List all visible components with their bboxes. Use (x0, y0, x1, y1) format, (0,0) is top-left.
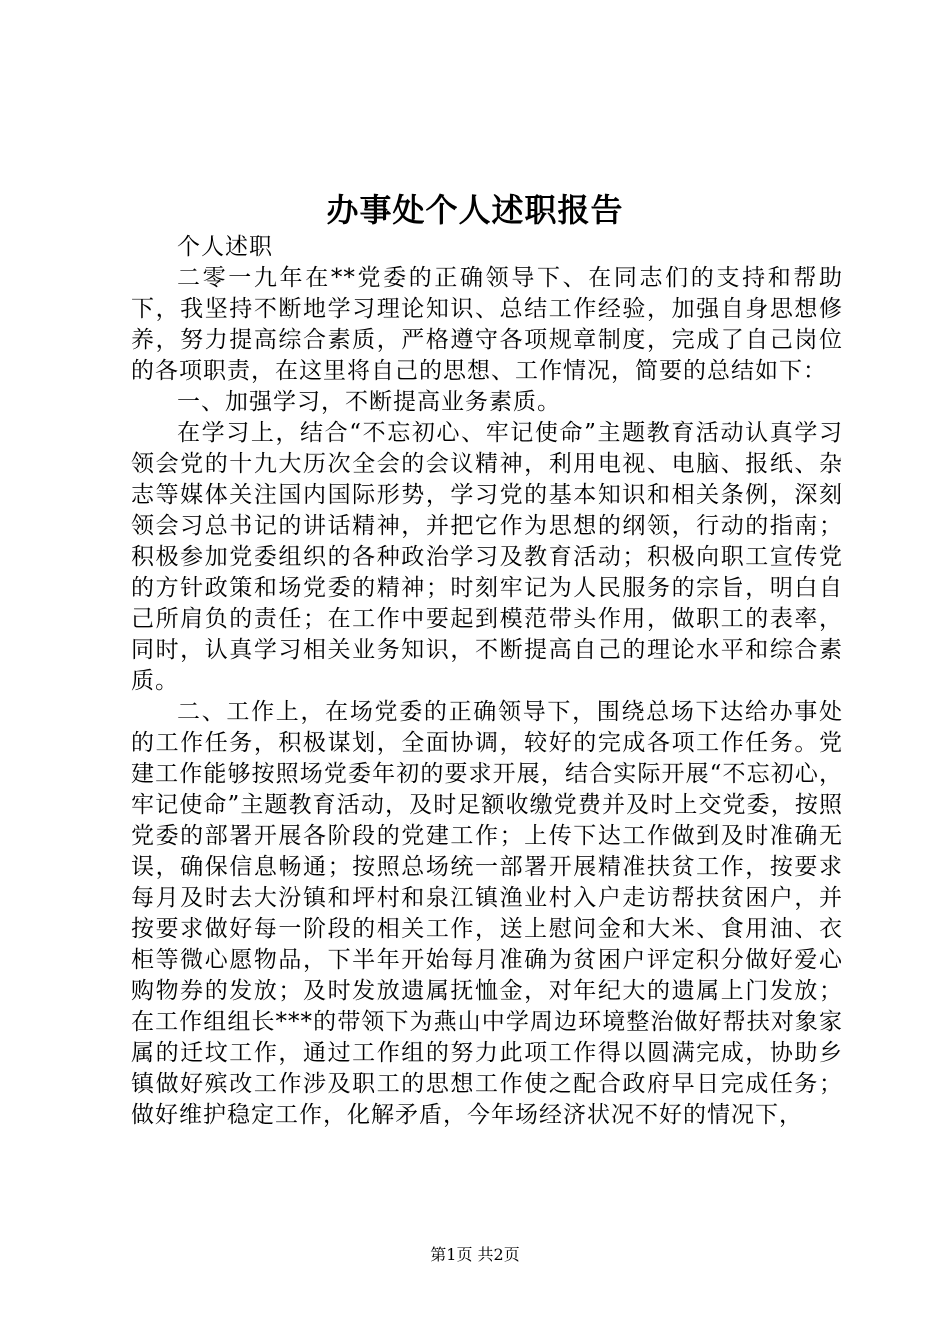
document-title: 办事处个人述职报告 (326, 191, 624, 229)
paragraph-study: 在学习上，结合“不忘初心、牢记使命”主题教育活动认真学习领会党的十九大历次全会的会议精神，利用电视、电脑、报纸、杂志等媒体关注国内国际形势，学习党的基本知识和相关条例，深刻领会习总书记的讲话精神，并把它作为思想的纲领，行动的指南；积极参加党委组织的各种政治学习及教育活动；积极向职工宣传党的方针政策和场党委的精神；时刻牢记为人民服务的宗旨，明白自己所肩负的责任；在工作中要起到模范带头作用，做职工的表率，同时，认真学习相关业务知识，不断提高自己的理论水平和综合素质。 (131, 420, 843, 694)
document-body (131, 232, 843, 1131)
paragraph-heading-personal-report: 个人述职 (177, 234, 273, 260)
paragraph-work: 二、工作上，在场党委的正确领导下，围绕总场下达给办事处的工作任务，积极谋划，全面协调，较好的完成各项工作任务。党建工作能够按照场党委年初的要求开展，结合实际开展“不忘初心，牢记使命”主题教育活动，及时足额收缴党费并及时上交党委，按照党委的部署开展各阶段的党建工作；上传下达工作做到及时准确无误，确保信息畅通；按照总场统一部署开展精准扶贫工作，按要求每月及时去大汾镇和坪村和泉江镇渔业村入户走访帮扶贫困户，并按要求做好每一阶段的相关工作，送上慰问金和大米、食用油、衣柜等微心愿物品，下半年开始每月准确为贫困户评定积分做好爱心购物券的发放；及时发放遗属抚恤金，对年纪大的遗属上门发放；在工作组组长***的带领下为燕山中学周边环境整治做好帮扶对象家属的迁坟工作，通过工作组的努力此项工作得以圆满完成，协助乡镇做好殡改工作涉及职工的思想工作使之配合政府早日完成任务；做好维护稳定工作，化解矛盾，今年场经济状况不好的情况下， (131, 699, 843, 1128)
paragraph-section-one-heading: 一、加强学习，不断提高业务素质。 (177, 389, 561, 415)
paragraph-intro: 二零一九年在**党委的正确领导下、在同志们的支持和帮助下，我坚持不断地学习理论知识、总结工作经验，加强自身思想修养，努力提高综合素质，严格遵守各项规章制度，完成了自己岗位的各项职责，在这里将自己的思想、工作情况，简要的总结如下： (131, 265, 843, 384)
page-footer: 第1页 共2页 (430, 1245, 520, 1264)
